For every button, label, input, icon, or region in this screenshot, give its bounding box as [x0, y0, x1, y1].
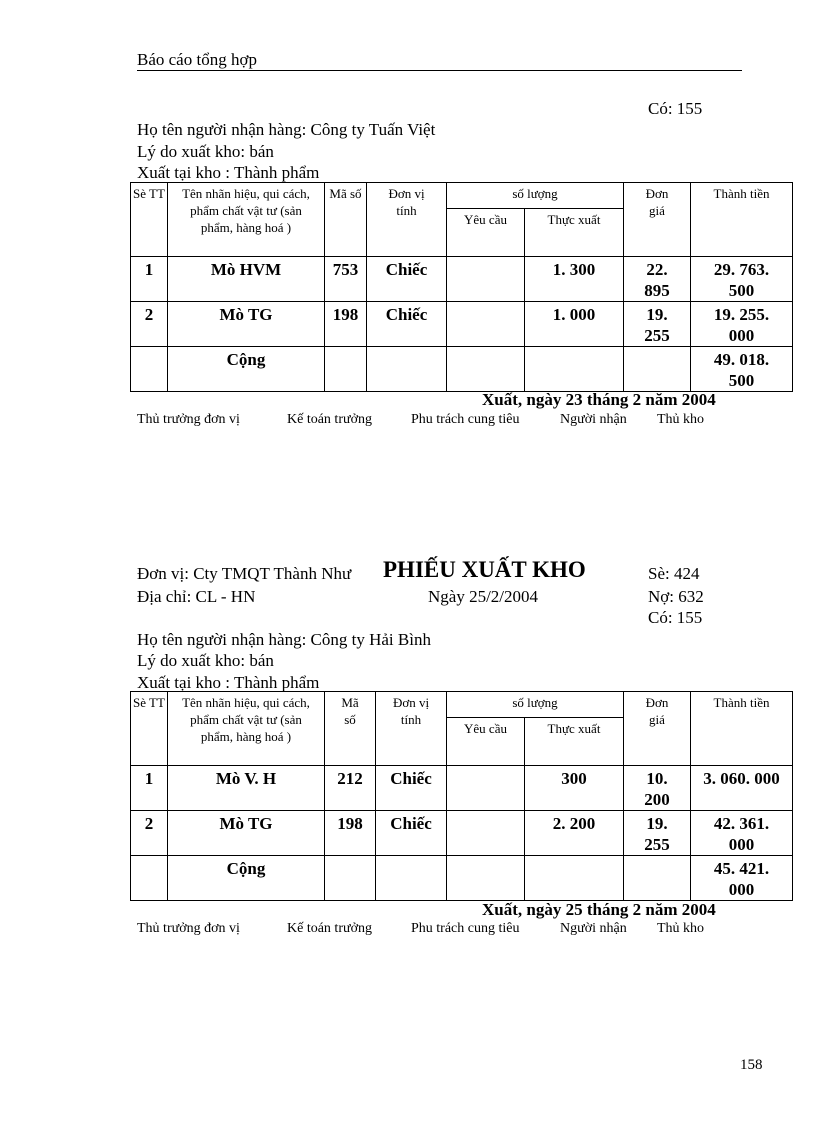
- slip2-debit-account: Nợ: 632: [648, 587, 704, 606]
- sign-supply-manager: Phu trách cung tiêu: [411, 412, 520, 427]
- slip2-date: Ngày 25/2/2004: [428, 587, 539, 606]
- table-row: [131, 257, 793, 302]
- row-code: 212: [325, 766, 376, 811]
- header-divider: [137, 70, 742, 71]
- table-row: [131, 811, 793, 856]
- row-name: Mò V. H: [168, 766, 325, 811]
- slip1-reason: Lý do xuất kho: bán: [137, 142, 274, 161]
- total-amount: 45. 421. 000: [691, 856, 793, 901]
- row-issued: 300: [525, 766, 624, 811]
- col-header-amount: Thành tiền: [691, 183, 793, 257]
- col-header-amount: Thành tiền: [691, 692, 793, 766]
- sign-recipient: Người nhận: [560, 921, 627, 936]
- sign-storekeeper: Thủ kho: [657, 412, 705, 427]
- row-stt: 2: [131, 302, 168, 347]
- sign-head: Thủ trưởng đơn vị: [137, 921, 240, 936]
- col-header-issued: Thực xuất: [525, 209, 624, 257]
- sign-head: Thủ trưởng đơn vị: [137, 412, 240, 427]
- col-header-quantity: số lượng: [447, 692, 624, 718]
- row-unit: Chiếc: [376, 811, 447, 856]
- row-unit-price: 10. 200: [624, 766, 691, 811]
- row-requested: [447, 257, 525, 302]
- slip1-recipient: Họ tên người nhận hàng: Công ty Tuấn Việt: [137, 120, 436, 139]
- row-amount: 42. 361. 000: [691, 811, 793, 856]
- total-amount: 49. 018. 500: [691, 347, 793, 392]
- slip2-recipient: Họ tên người nhận hàng: Công ty Hải Bình: [137, 630, 431, 649]
- col-header-unit-price: Đơn giá: [624, 183, 691, 257]
- col-header-name: Tên nhãn hiệu, qui cách, phẩm chất vật tư (sản phẩm, hàng hoá ): [168, 692, 325, 766]
- row-issued: 2. 200: [525, 811, 624, 856]
- row-name: Mò TG: [168, 811, 325, 856]
- col-header-unit: Đơn vị tính: [367, 183, 447, 257]
- row-issued: 1. 300: [525, 257, 624, 302]
- col-header-stt: Sè TT: [131, 183, 168, 257]
- slip2-number: Sè: 424: [648, 564, 700, 583]
- row-amount: 19. 255. 000: [691, 302, 793, 347]
- slip1-table: [130, 182, 793, 392]
- row-unit: Chiếc: [367, 302, 447, 347]
- row-code: 753: [325, 257, 367, 302]
- row-name: Mò HVM: [168, 257, 325, 302]
- slip2-address: Địa chỉ: CL - HN: [137, 587, 256, 606]
- slip1-credit-account: Có: 155: [648, 99, 703, 118]
- row-unit-price: 22. 895: [624, 257, 691, 302]
- sign-chief-accountant: Kế toán trưởng: [287, 921, 372, 936]
- slip2-reason: Lý do xuất kho: bán: [137, 651, 274, 670]
- slip2-issue-date: Xuất, ngày 25 tháng 2 năm 2004: [482, 900, 716, 919]
- slip2-table: [130, 691, 793, 901]
- table-row: [131, 302, 793, 347]
- col-header-name: Tên nhãn hiệu, qui cách, phẩm chất vật tư (sản phẩm, hàng hoá ): [168, 183, 325, 257]
- col-header-code: Mã số: [325, 692, 376, 766]
- total-label: Cộng: [168, 347, 325, 392]
- row-code: 198: [325, 811, 376, 856]
- col-header-code: Mã số: [325, 183, 367, 257]
- row-stt: 2: [131, 811, 168, 856]
- row-requested: [447, 766, 525, 811]
- row-amount: 3. 060. 000: [691, 766, 793, 811]
- sign-chief-accountant: Kế toán trưởng: [287, 412, 372, 427]
- row-amount: 29. 763. 500: [691, 257, 793, 302]
- sign-storekeeper: Thủ kho: [657, 921, 705, 936]
- row-stt: 1: [131, 257, 168, 302]
- table-row: [131, 766, 793, 811]
- row-issued: 1. 000: [525, 302, 624, 347]
- sign-recipient: Người nhận: [560, 412, 627, 427]
- slip1-warehouse: Xuất tại kho : Thành phẩm: [137, 163, 320, 182]
- slip2-title: PHIẾU XUẤT KHO: [383, 557, 586, 582]
- slip2-unit: Đơn vị: Cty TMQT Thành Như: [137, 564, 352, 583]
- slip1-issue-date: Xuất, ngày 23 tháng 2 năm 2004: [482, 390, 716, 409]
- total-row: [131, 347, 793, 392]
- row-unit-price: 19. 255: [624, 811, 691, 856]
- slip2-warehouse: Xuất tại kho : Thành phẩm: [137, 673, 320, 692]
- col-header-requested: Yêu cầu: [447, 209, 525, 257]
- row-name: Mò TG: [168, 302, 325, 347]
- row-unit: Chiếc: [367, 257, 447, 302]
- row-code: 198: [325, 302, 367, 347]
- report-header: Báo cáo tổng hợp: [137, 50, 257, 69]
- row-stt: 1: [131, 766, 168, 811]
- row-unit-price: 19. 255: [624, 302, 691, 347]
- col-header-unit-price: Đơn giá: [624, 692, 691, 766]
- row-requested: [447, 811, 525, 856]
- total-row: [131, 856, 793, 901]
- col-header-quantity: số lượng: [447, 183, 624, 209]
- col-header-unit: Đơn vị tính: [376, 692, 447, 766]
- col-header-stt: Sè TT: [131, 692, 168, 766]
- row-requested: [447, 302, 525, 347]
- row-unit: Chiếc: [376, 766, 447, 811]
- col-header-issued: Thực xuất: [525, 718, 624, 766]
- page-number: 158: [740, 1057, 763, 1073]
- col-header-requested: Yêu cầu: [447, 718, 525, 766]
- slip2-credit-account: Có: 155: [648, 608, 703, 627]
- sign-supply-manager: Phu trách cung tiêu: [411, 921, 520, 936]
- total-label: Cộng: [168, 856, 325, 901]
